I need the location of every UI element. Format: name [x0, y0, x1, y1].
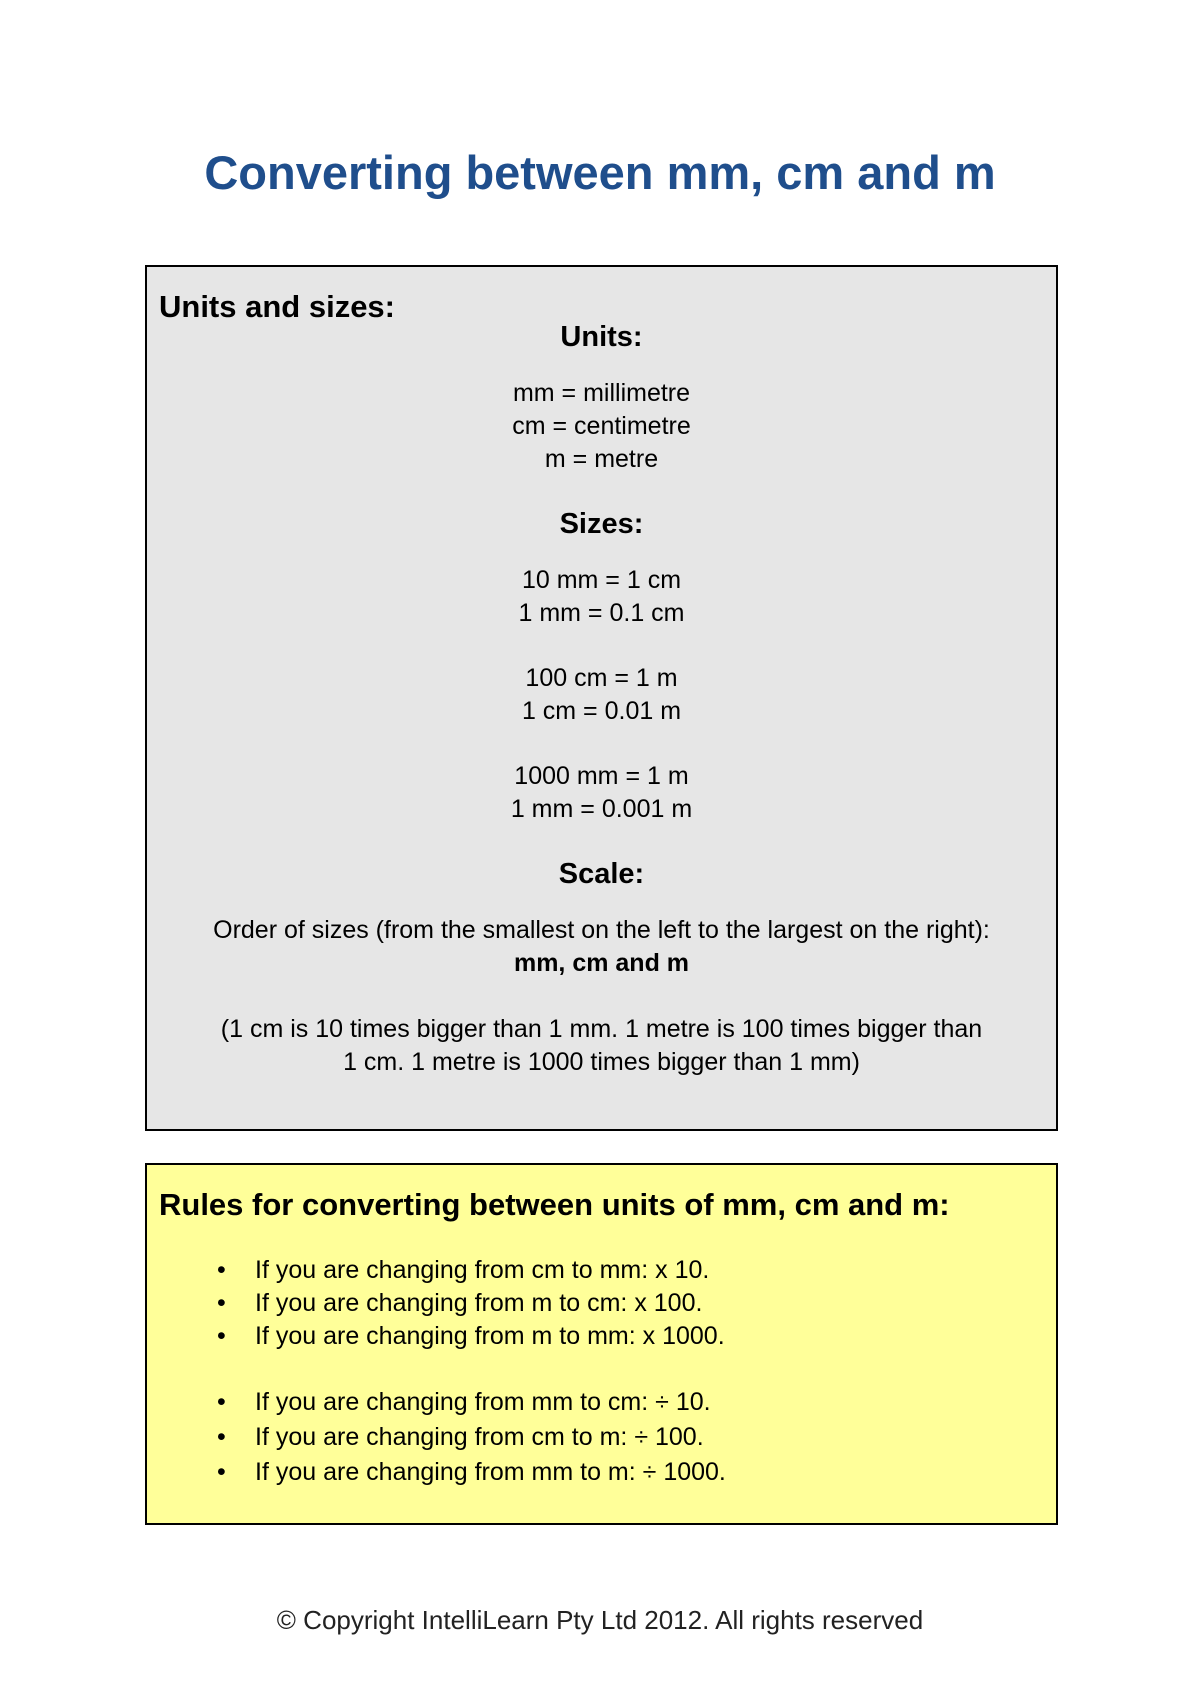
- bullet-icon: •: [217, 1388, 226, 1416]
- scale-note-line: (1 cm is 10 times bigger than 1 mm. 1 metre is 100 times bigger than: [220, 1015, 983, 1043]
- scale-order-line: Order of sizes (from the smallest on the left to the largest on the right):: [213, 916, 990, 944]
- sizes-group: [147, 564, 1056, 630]
- sizes-section: [147, 506, 1056, 542]
- sizes-group: [147, 760, 1056, 826]
- rule-text: If you are changing from cm to m: ÷ 100.: [255, 1423, 704, 1451]
- unit-line: mm = millimetre: [512, 379, 691, 407]
- scale-note-line: 1 cm. 1 metre is 1000 times bigger than 1 mm): [343, 1048, 860, 1076]
- rule-text: If you are changing from m to cm: x 100.: [255, 1289, 703, 1317]
- conversion-rules-box: [145, 1163, 1058, 1525]
- bullet-icon: •: [217, 1458, 226, 1486]
- size-line: 1 mm = 0.001 m: [510, 795, 693, 823]
- size-line: 1 mm = 0.1 cm: [518, 599, 685, 627]
- bullet-icon: •: [217, 1256, 226, 1284]
- scale-heading: Scale:: [558, 858, 645, 890]
- bullet-icon: •: [217, 1423, 226, 1451]
- sizes-group: [147, 662, 1056, 728]
- size-line: 1 cm = 0.01 m: [521, 697, 682, 725]
- bullet-icon: •: [217, 1289, 226, 1317]
- unit-line: cm = centimetre: [512, 412, 691, 440]
- rule-item: [217, 1386, 711, 1419]
- scale-order-value: mm, cm and m: [513, 949, 690, 977]
- units-and-sizes-heading: Units and sizes:: [159, 289, 395, 324]
- unit-line: m = metre: [544, 445, 659, 473]
- rule-text: If you are changing from cm to mm: x 10.: [255, 1256, 710, 1284]
- rule-item: [217, 1456, 726, 1489]
- units-heading: Units:: [560, 321, 643, 353]
- bullet-icon: •: [217, 1322, 226, 1350]
- rule-item: [217, 1287, 702, 1320]
- rule-text: If you are changing from mm to m: ÷ 1000.: [255, 1458, 726, 1486]
- scale-order: [147, 914, 1056, 980]
- rule-item: [217, 1254, 709, 1287]
- scale-section: [147, 856, 1056, 892]
- size-line: 10 mm = 1 cm: [521, 566, 682, 594]
- rule-text: If you are changing from m to mm: x 1000.: [255, 1322, 725, 1350]
- page-title: Converting between mm, cm and m: [204, 146, 996, 199]
- rule-text: If you are changing from mm to cm: ÷ 10.: [255, 1388, 711, 1416]
- copyright-footer: © Copyright IntelliLearn Pty Ltd 2012. All rights reserved: [276, 1605, 924, 1635]
- size-line: 100 cm = 1 m: [525, 664, 678, 692]
- size-line: 1000 mm = 1 m: [514, 762, 689, 790]
- rule-item: [217, 1421, 704, 1454]
- units-and-sizes-box: [145, 265, 1058, 1131]
- units-section: [147, 319, 1056, 355]
- conversion-rules-heading: Rules for converting between units of mm, cm and m:: [159, 1187, 950, 1222]
- rule-item: [217, 1320, 725, 1353]
- units-list: [147, 377, 1056, 476]
- scale-note: [147, 1013, 1056, 1079]
- sizes-heading: Sizes:: [559, 508, 644, 540]
